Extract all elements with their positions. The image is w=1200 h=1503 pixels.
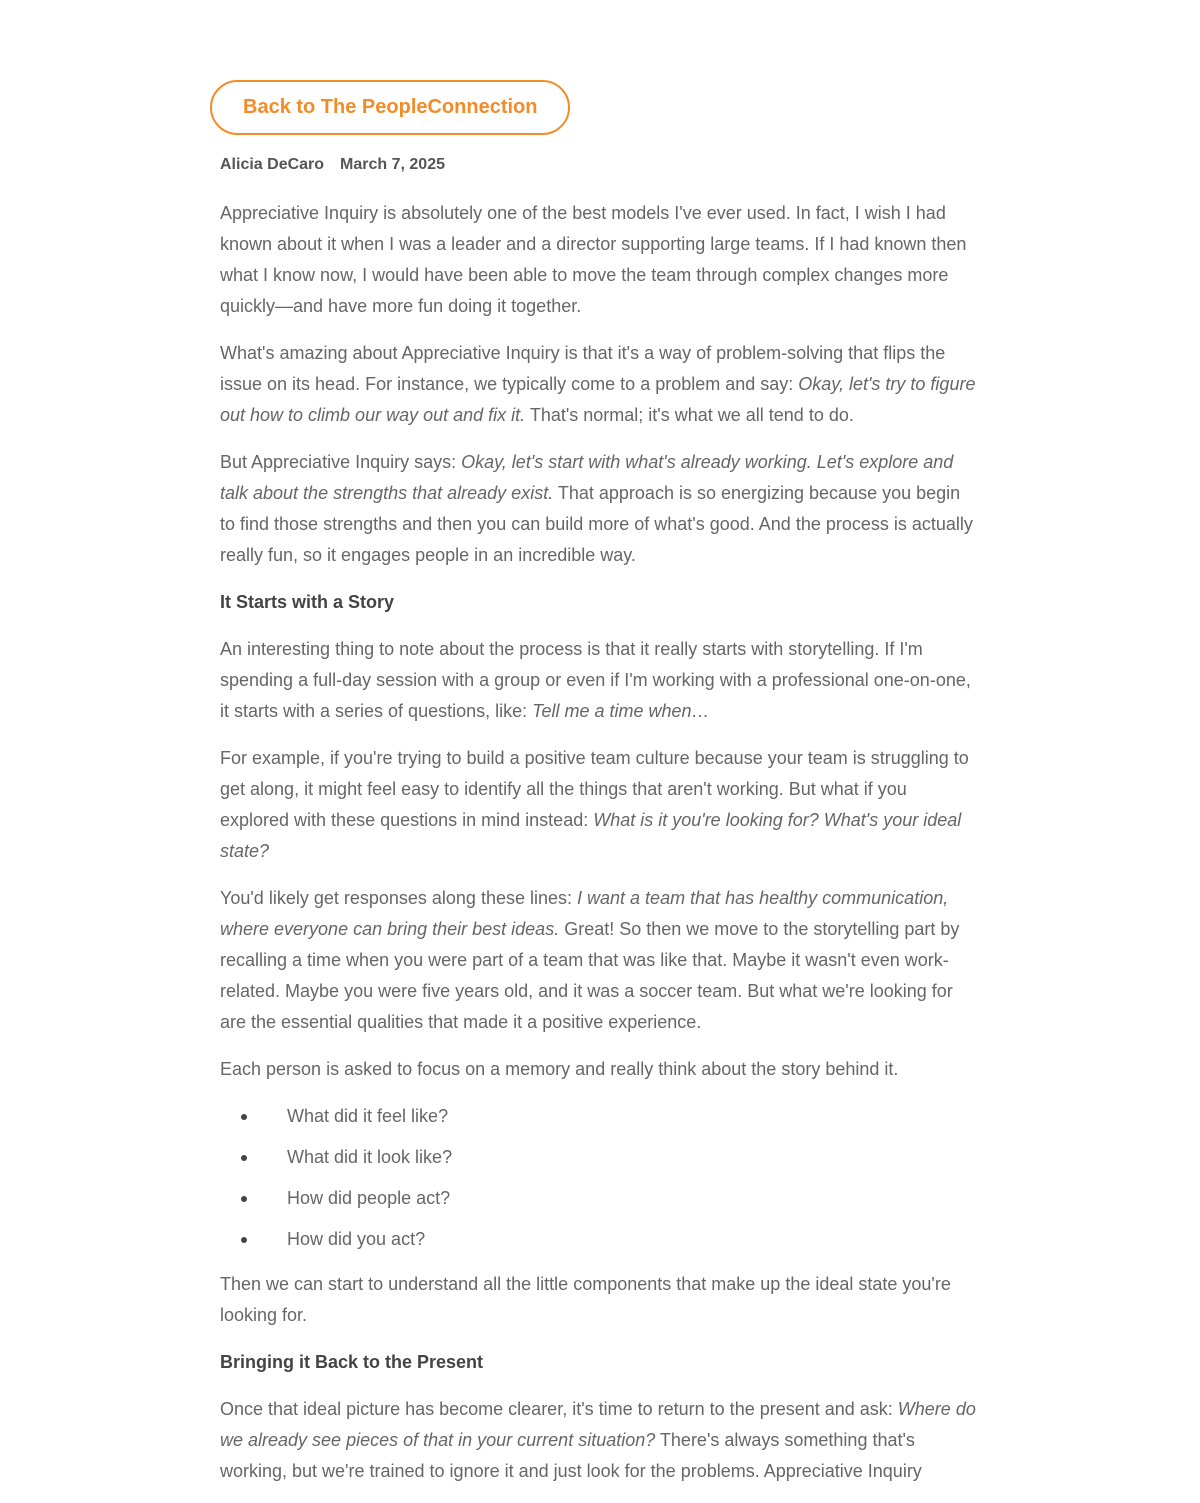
bullet-icon	[241, 1196, 247, 1202]
paragraph-memory: Each person is asked to focus on a memory and really think about the story behind it.	[220, 1059, 899, 1079]
paragraph-example: For example, if you're trying to build a positive team culture because your team is struggling to get along, it might feel easy to identify all the things that aren't working. But what if you explored with these questions in mind instead: What is it you're looking for? What's your ideal state?	[220, 748, 969, 861]
bullet-icon	[241, 1237, 247, 1243]
section-heading-present: Bringing it Back to the Present	[220, 1352, 484, 1372]
article-body	[220, 198, 980, 1487]
list-item: How did you act?	[220, 1224, 980, 1255]
list-item: What did it feel like?	[220, 1101, 980, 1132]
paragraph-present: Once that ideal picture has become clearer, it's time to return to the present and ask: Where do we already see pieces of that in your current situation? There's always something that's working, but we're trained to ignore it and just look for the problems. Appreciative Inquiry	[220, 1399, 976, 1481]
paragraph-intro: Appreciative Inquiry is absolutely one of the best models I've ever used. In fact, I wish I had known about it when I was a leader and a director supporting large teams. If I had known then what I know now, I would have been able to move the team through complex changes more quickly—and have more fun doing it together.	[220, 203, 967, 316]
question-list	[220, 1101, 980, 1255]
paragraph-responses: You'd likely get responses along these lines: I want a team that has healthy communication, where everyone can bring their best ideas. Great! So then we move to the storytelling part by recalling a time when you were part of a team that was like that. Maybe it wasn't even work-related. Maybe you were five years old, and it was a soccer team. But what we're looking for are the essential qualities that made it a positive experience.	[220, 888, 960, 1032]
paragraph-storytelling: An interesting thing to note about the process is that it really starts with storytelling. If I'm spending a full-day session with a group or even if I'm working with a professional one-on-one, it starts with a series of questions, like: Tell me a time when…	[220, 639, 971, 721]
paragraph-components: Then we can start to understand all the little components that make up the ideal state you're looking for.	[220, 1274, 951, 1325]
post-author: Alicia DeCaro	[220, 156, 325, 173]
paragraph-strengths: But Appreciative Inquiry says: Okay, let's start with what's already working. Let's explore and talk about the strengths that already exist. That approach is so energizing because you begin to find those strengths and then you can build more of what's good. And the process is actually really fun, so it engages people in an incredible way.	[220, 452, 973, 565]
list-item: How did people act?	[220, 1183, 980, 1214]
bullet-icon	[241, 1155, 247, 1161]
post-meta	[220, 155, 980, 175]
post-date: March 7, 2025	[340, 156, 445, 173]
list-item: What did it look like?	[220, 1142, 980, 1173]
section-heading-story: It Starts with a Story	[220, 592, 395, 612]
bullet-icon	[241, 1114, 247, 1120]
back-to-peopleconnection-button[interactable]: Back to The PeopleConnection	[210, 80, 570, 135]
paragraph-problem-solving: What's amazing about Appreciative Inquiry is that it's a way of problem-solving that flips the issue on its head. For instance, we typically come to a problem and say: Okay, let's try to figure out how to climb our way out and fix it. That's normal; it's what we all tend to do.	[220, 343, 976, 425]
article	[220, 80, 980, 1503]
